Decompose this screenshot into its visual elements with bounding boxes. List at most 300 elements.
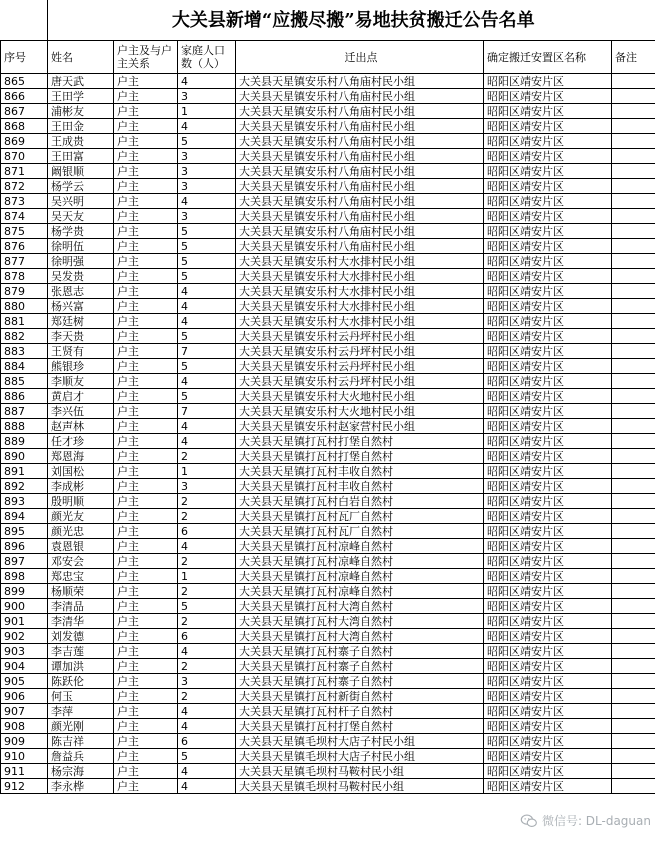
cell-dest: 昭阳区靖安片区	[484, 539, 612, 554]
cell-origin: 大关县天星镇毛坝村马鞍村民小组	[236, 779, 484, 794]
header-dest: 确定搬迁安置区名称	[484, 41, 612, 74]
cell-seq: 898	[1, 569, 48, 584]
cell-seq: 900	[1, 599, 48, 614]
cell-note	[612, 779, 655, 794]
cell-dest: 昭阳区靖安片区	[484, 599, 612, 614]
table-row	[1, 629, 655, 644]
cell-note	[612, 74, 655, 89]
cell-relation: 户主	[114, 119, 178, 134]
cell-relation: 户主	[114, 509, 178, 524]
cell-note	[612, 584, 655, 599]
cell-note	[612, 704, 655, 719]
cell-relation: 户主	[114, 539, 178, 554]
table-row	[1, 134, 655, 149]
cell-relation: 户主	[114, 764, 178, 779]
table-row	[1, 614, 655, 629]
cell-origin: 大关县天星镇安乐村八角庙村民小组	[236, 74, 484, 89]
cell-relation: 户主	[114, 329, 178, 344]
cell-relation: 户主	[114, 389, 178, 404]
cell-name: 李成彬	[48, 479, 114, 494]
cell-name: 李清华	[48, 614, 114, 629]
cell-origin: 大关县天星镇打瓦村大湾自然村	[236, 629, 484, 644]
cell-name: 詹益兵	[48, 749, 114, 764]
cell-note	[612, 89, 655, 104]
cell-name: 徐明伍	[48, 239, 114, 254]
cell-origin: 大关县天星镇安乐村八角庙村民小组	[236, 209, 484, 224]
cell-relation: 户主	[114, 524, 178, 539]
table-row	[1, 434, 655, 449]
cell-note	[612, 689, 655, 704]
cell-family: 3	[178, 479, 236, 494]
cell-relation: 户主	[114, 224, 178, 239]
cell-relation: 户主	[114, 479, 178, 494]
table-row	[1, 269, 655, 284]
table-row	[1, 359, 655, 374]
header-note: 备注	[612, 41, 655, 74]
cell-note	[612, 494, 655, 509]
cell-origin: 大关县天星镇安乐村大水排村民小组	[236, 254, 484, 269]
cell-relation: 户主	[114, 209, 178, 224]
cell-dest: 昭阳区靖安片区	[484, 269, 612, 284]
cell-seq: 876	[1, 239, 48, 254]
cell-relation: 户主	[114, 149, 178, 164]
cell-name: 郑忠宝	[48, 569, 114, 584]
cell-note	[612, 224, 655, 239]
cell-dest: 昭阳区靖安片区	[484, 254, 612, 269]
cell-note	[612, 614, 655, 629]
cell-relation: 户主	[114, 779, 178, 794]
cell-name: 黄启才	[48, 389, 114, 404]
cell-dest: 昭阳区靖安片区	[484, 89, 612, 104]
cell-family: 5	[178, 599, 236, 614]
cell-note	[612, 629, 655, 644]
cell-origin: 大关县天星镇安乐村云丹坪村民小组	[236, 374, 484, 389]
cell-dest: 昭阳区靖安片区	[484, 179, 612, 194]
cell-relation: 户主	[114, 104, 178, 119]
cell-origin: 大关县天星镇安乐村大水排村民小组	[236, 284, 484, 299]
cell-name: 颜光友	[48, 509, 114, 524]
cell-dest: 昭阳区靖安片区	[484, 524, 612, 539]
cell-family: 3	[178, 179, 236, 194]
cell-relation: 户主	[114, 629, 178, 644]
cell-name: 王贤有	[48, 344, 114, 359]
cell-family: 2	[178, 584, 236, 599]
cell-name: 郑恩海	[48, 449, 114, 464]
table-row	[1, 704, 655, 719]
cell-name: 杨顺荣	[48, 584, 114, 599]
cell-relation: 户主	[114, 179, 178, 194]
table-row	[1, 734, 655, 749]
cell-origin: 大关县天星镇安乐村大火地村民小组	[236, 404, 484, 419]
cell-name: 王田富	[48, 149, 114, 164]
cell-family: 5	[178, 134, 236, 149]
cell-name: 何玉	[48, 689, 114, 704]
cell-family: 4	[178, 719, 236, 734]
cell-family: 3	[178, 149, 236, 164]
cell-name: 刘国松	[48, 464, 114, 479]
table-row	[1, 329, 655, 344]
table-row	[1, 404, 655, 419]
cell-seq: 870	[1, 149, 48, 164]
cell-seq: 893	[1, 494, 48, 509]
cell-seq: 890	[1, 449, 48, 464]
cell-origin: 大关县天星镇打瓦村寨子自然村	[236, 674, 484, 689]
cell-seq: 865	[1, 74, 48, 89]
cell-dest: 昭阳区靖安片区	[484, 734, 612, 749]
cell-dest: 昭阳区靖安片区	[484, 764, 612, 779]
table-row	[1, 554, 655, 569]
cell-seq: 867	[1, 104, 48, 119]
cell-relation: 户主	[114, 494, 178, 509]
cell-dest: 昭阳区靖安片区	[484, 164, 612, 179]
table-row	[1, 374, 655, 389]
cell-note	[612, 599, 655, 614]
cell-note	[612, 659, 655, 674]
cell-note	[612, 479, 655, 494]
table-row	[1, 479, 655, 494]
cell-family: 4	[178, 419, 236, 434]
cell-name: 吴发贵	[48, 269, 114, 284]
table-row	[1, 509, 655, 524]
cell-note	[612, 674, 655, 689]
cell-family: 6	[178, 524, 236, 539]
cell-seq: 897	[1, 554, 48, 569]
cell-relation: 户主	[114, 689, 178, 704]
cell-dest: 昭阳区靖安片区	[484, 464, 612, 479]
cell-seq: 866	[1, 89, 48, 104]
cell-relation: 户主	[114, 749, 178, 764]
cell-relation: 户主	[114, 419, 178, 434]
cell-family: 5	[178, 359, 236, 374]
cell-family: 7	[178, 344, 236, 359]
cell-name: 王成贵	[48, 134, 114, 149]
cell-family: 4	[178, 539, 236, 554]
cell-relation: 户主	[114, 74, 178, 89]
cell-note	[612, 434, 655, 449]
table-row	[1, 299, 655, 314]
cell-seq: 884	[1, 359, 48, 374]
cell-family: 4	[178, 374, 236, 389]
cell-dest: 昭阳区靖安片区	[484, 74, 612, 89]
cell-dest: 昭阳区靖安片区	[484, 749, 612, 764]
cell-name: 李天贵	[48, 329, 114, 344]
cell-seq: 879	[1, 284, 48, 299]
table-row	[1, 644, 655, 659]
cell-dest: 昭阳区靖安片区	[484, 569, 612, 584]
cell-dest: 昭阳区靖安片区	[484, 389, 612, 404]
cell-origin: 大关县天星镇打瓦村瓦厂自然村	[236, 509, 484, 524]
table-row	[1, 164, 655, 179]
table-row	[1, 179, 655, 194]
table-row	[1, 719, 655, 734]
cell-dest: 昭阳区靖安片区	[484, 374, 612, 389]
table-row	[1, 254, 655, 269]
cell-family: 4	[178, 194, 236, 209]
wechat-icon	[520, 814, 538, 828]
cell-relation: 户主	[114, 269, 178, 284]
cell-origin: 大关县天星镇安乐村八角庙村民小组	[236, 239, 484, 254]
cell-name: 吴兴明	[48, 194, 114, 209]
cell-note	[612, 719, 655, 734]
cell-family: 4	[178, 314, 236, 329]
cell-name: 徐明强	[48, 254, 114, 269]
cell-relation: 户主	[114, 614, 178, 629]
cell-relation: 户主	[114, 194, 178, 209]
cell-dest: 昭阳区靖安片区	[484, 449, 612, 464]
cell-seq: 882	[1, 329, 48, 344]
cell-dest: 昭阳区靖安片区	[484, 314, 612, 329]
cell-note	[612, 344, 655, 359]
cell-family: 2	[178, 449, 236, 464]
cell-origin: 大关县天星镇安乐村八角庙村民小组	[236, 179, 484, 194]
cell-relation: 户主	[114, 659, 178, 674]
cell-origin: 大关县天星镇安乐村八角庙村民小组	[236, 134, 484, 149]
cell-dest: 昭阳区靖安片区	[484, 344, 612, 359]
cell-origin: 大关县天星镇打瓦村凉峰自然村	[236, 554, 484, 569]
cell-name: 杨兴富	[48, 299, 114, 314]
cell-note	[612, 299, 655, 314]
cell-relation: 户主	[114, 584, 178, 599]
cell-seq: 907	[1, 704, 48, 719]
cell-seq: 904	[1, 659, 48, 674]
cell-origin: 大关县天星镇安乐村云丹坪村民小组	[236, 344, 484, 359]
header-name: 姓名	[48, 41, 114, 74]
cell-seq: 894	[1, 509, 48, 524]
cell-name: 颜光刚	[48, 719, 114, 734]
cell-seq: 875	[1, 224, 48, 239]
table-row	[1, 239, 655, 254]
watermark-text: 微信号: DL-daguan	[541, 814, 651, 828]
cell-note	[612, 254, 655, 269]
cell-note	[612, 149, 655, 164]
cell-origin: 大关县天星镇安乐村八角庙村民小组	[236, 104, 484, 119]
cell-origin: 大关县天星镇安乐村八角庙村民小组	[236, 224, 484, 239]
table-row	[1, 464, 655, 479]
cell-relation: 户主	[114, 554, 178, 569]
cell-dest: 昭阳区靖安片区	[484, 719, 612, 734]
cell-relation: 户主	[114, 599, 178, 614]
table-row	[1, 569, 655, 584]
table-row	[1, 314, 655, 329]
table-row	[1, 674, 655, 689]
cell-note	[612, 764, 655, 779]
header-seq: 序号	[1, 41, 48, 74]
cell-seq: 881	[1, 314, 48, 329]
table-row	[1, 524, 655, 539]
cell-name: 唐天武	[48, 74, 114, 89]
cell-dest: 昭阳区靖安片区	[484, 689, 612, 704]
table-row	[1, 344, 655, 359]
cell-dest: 昭阳区靖安片区	[484, 419, 612, 434]
cell-origin: 大关县天星镇安乐村大水排村民小组	[236, 269, 484, 284]
cell-seq: 906	[1, 689, 48, 704]
cell-name: 刘发德	[48, 629, 114, 644]
cell-family: 5	[178, 239, 236, 254]
cell-dest: 昭阳区靖安片区	[484, 614, 612, 629]
cell-family: 4	[178, 644, 236, 659]
cell-note	[612, 119, 655, 134]
cell-name: 王田学	[48, 89, 114, 104]
cell-family: 4	[178, 284, 236, 299]
cell-dest: 昭阳区靖安片区	[484, 584, 612, 599]
table-row	[1, 209, 655, 224]
cell-note	[612, 569, 655, 584]
cell-relation: 户主	[114, 89, 178, 104]
cell-origin: 大关县天星镇打瓦村打堡自然村	[236, 434, 484, 449]
cell-note	[612, 449, 655, 464]
cell-relation: 户主	[114, 704, 178, 719]
table-row	[1, 284, 655, 299]
cell-family: 2	[178, 689, 236, 704]
cell-family: 5	[178, 254, 236, 269]
table-row	[1, 149, 655, 164]
cell-seq: 910	[1, 749, 48, 764]
cell-seq: 903	[1, 644, 48, 659]
cell-origin: 大关县天星镇安乐村八角庙村民小组	[236, 119, 484, 134]
cell-note	[612, 104, 655, 119]
table-row	[1, 449, 655, 464]
cell-dest: 昭阳区靖安片区	[484, 779, 612, 794]
cell-name: 陈跃伦	[48, 674, 114, 689]
cell-note	[612, 554, 655, 569]
cell-dest: 昭阳区靖安片区	[484, 644, 612, 659]
cell-origin: 大关县天星镇打瓦村杆子自然村	[236, 704, 484, 719]
cell-relation: 户主	[114, 164, 178, 179]
cell-family: 4	[178, 74, 236, 89]
cell-seq: 902	[1, 629, 48, 644]
cell-origin: 大关县天星镇毛坝村大店子村民小组	[236, 749, 484, 764]
cell-seq: 901	[1, 614, 48, 629]
cell-dest: 昭阳区靖安片区	[484, 554, 612, 569]
cell-seq: 911	[1, 764, 48, 779]
cell-relation: 户主	[114, 464, 178, 479]
cell-family: 6	[178, 629, 236, 644]
cell-note	[612, 524, 655, 539]
cell-seq: 872	[1, 179, 48, 194]
cell-family: 7	[178, 404, 236, 419]
cell-note	[612, 749, 655, 764]
cell-relation: 户主	[114, 299, 178, 314]
cell-dest: 昭阳区靖安片区	[484, 284, 612, 299]
cell-relation: 户主	[114, 434, 178, 449]
cell-origin: 大关县天星镇安乐村八角庙村民小组	[236, 164, 484, 179]
title-row	[1, 0, 655, 41]
cell-name: 邓安会	[48, 554, 114, 569]
table-row	[1, 89, 655, 104]
cell-family: 5	[178, 224, 236, 239]
cell-note	[612, 359, 655, 374]
cell-origin: 大关县天星镇安乐村云丹坪村民小组	[236, 329, 484, 344]
cell-seq: 886	[1, 389, 48, 404]
header-row	[1, 41, 655, 74]
header-origin: 迁出点	[236, 41, 484, 74]
cell-seq: 891	[1, 464, 48, 479]
table-row	[1, 749, 655, 764]
cell-origin: 大关县天星镇打瓦村打堡自然村	[236, 449, 484, 464]
cell-dest: 昭阳区靖安片区	[484, 509, 612, 524]
cell-family: 1	[178, 464, 236, 479]
cell-relation: 户主	[114, 374, 178, 389]
cell-note	[612, 269, 655, 284]
page-title: 大关县新增“应搬尽搬”易地扶贫搬迁公告名单	[48, 0, 655, 41]
cell-origin: 大关县天星镇安乐村八角庙村民小组	[236, 149, 484, 164]
cell-family: 1	[178, 104, 236, 119]
cell-name: 殷明顺	[48, 494, 114, 509]
cell-note	[612, 389, 655, 404]
cell-seq: 871	[1, 164, 48, 179]
cell-note	[612, 329, 655, 344]
table-row	[1, 74, 655, 89]
cell-relation: 户主	[114, 719, 178, 734]
cell-origin: 大关县天星镇毛坝村马鞍村民小组	[236, 764, 484, 779]
cell-origin: 大关县天星镇打瓦村丰收自然村	[236, 479, 484, 494]
cell-name: 李兴伍	[48, 404, 114, 419]
table-row	[1, 119, 655, 134]
cell-family: 4	[178, 764, 236, 779]
cell-dest: 昭阳区靖安片区	[484, 134, 612, 149]
cell-seq: 885	[1, 374, 48, 389]
cell-note	[612, 644, 655, 659]
table-row	[1, 104, 655, 119]
table-row	[1, 224, 655, 239]
cell-seq: 912	[1, 779, 48, 794]
cell-dest: 昭阳区靖安片区	[484, 329, 612, 344]
cell-family: 2	[178, 554, 236, 569]
cell-name: 赵声林	[48, 419, 114, 434]
cell-name: 谭加洪	[48, 659, 114, 674]
cell-note	[612, 509, 655, 524]
cell-name: 熊银珍	[48, 359, 114, 374]
cell-note	[612, 539, 655, 554]
cell-relation: 户主	[114, 359, 178, 374]
cell-seq: 880	[1, 299, 48, 314]
cell-family: 4	[178, 299, 236, 314]
cell-family: 5	[178, 749, 236, 764]
cell-relation: 户主	[114, 644, 178, 659]
cell-relation: 户主	[114, 284, 178, 299]
cell-relation: 户主	[114, 404, 178, 419]
cell-seq: 873	[1, 194, 48, 209]
cell-family: 5	[178, 329, 236, 344]
header-family: 家庭人口数（人）	[178, 41, 236, 74]
cell-dest: 昭阳区靖安片区	[484, 674, 612, 689]
title-gutter-cell	[1, 0, 48, 41]
cell-relation: 户主	[114, 449, 178, 464]
table-row	[1, 689, 655, 704]
cell-origin: 大关县天星镇打瓦村大湾自然村	[236, 599, 484, 614]
cell-relation: 户主	[114, 344, 178, 359]
cell-note	[612, 734, 655, 749]
cell-origin: 大关县天星镇安乐村云丹坪村民小组	[236, 359, 484, 374]
cell-seq: 874	[1, 209, 48, 224]
cell-dest: 昭阳区靖安片区	[484, 659, 612, 674]
cell-seq: 896	[1, 539, 48, 554]
cell-name: 浦彬友	[48, 104, 114, 119]
table-row	[1, 779, 655, 794]
cell-dest: 昭阳区靖安片区	[484, 209, 612, 224]
cell-note	[612, 164, 655, 179]
watermark	[520, 812, 651, 829]
cell-origin: 大关县天星镇安乐村大火地村民小组	[236, 389, 484, 404]
cell-name: 郑廷树	[48, 314, 114, 329]
cell-dest: 昭阳区靖安片区	[484, 299, 612, 314]
cell-origin: 大关县天星镇打瓦村丰收自然村	[236, 464, 484, 479]
cell-family: 3	[178, 209, 236, 224]
cell-family: 2	[178, 494, 236, 509]
cell-seq: 892	[1, 479, 48, 494]
cell-family: 2	[178, 509, 236, 524]
cell-origin: 大关县天星镇打瓦村瓦厂自然村	[236, 524, 484, 539]
